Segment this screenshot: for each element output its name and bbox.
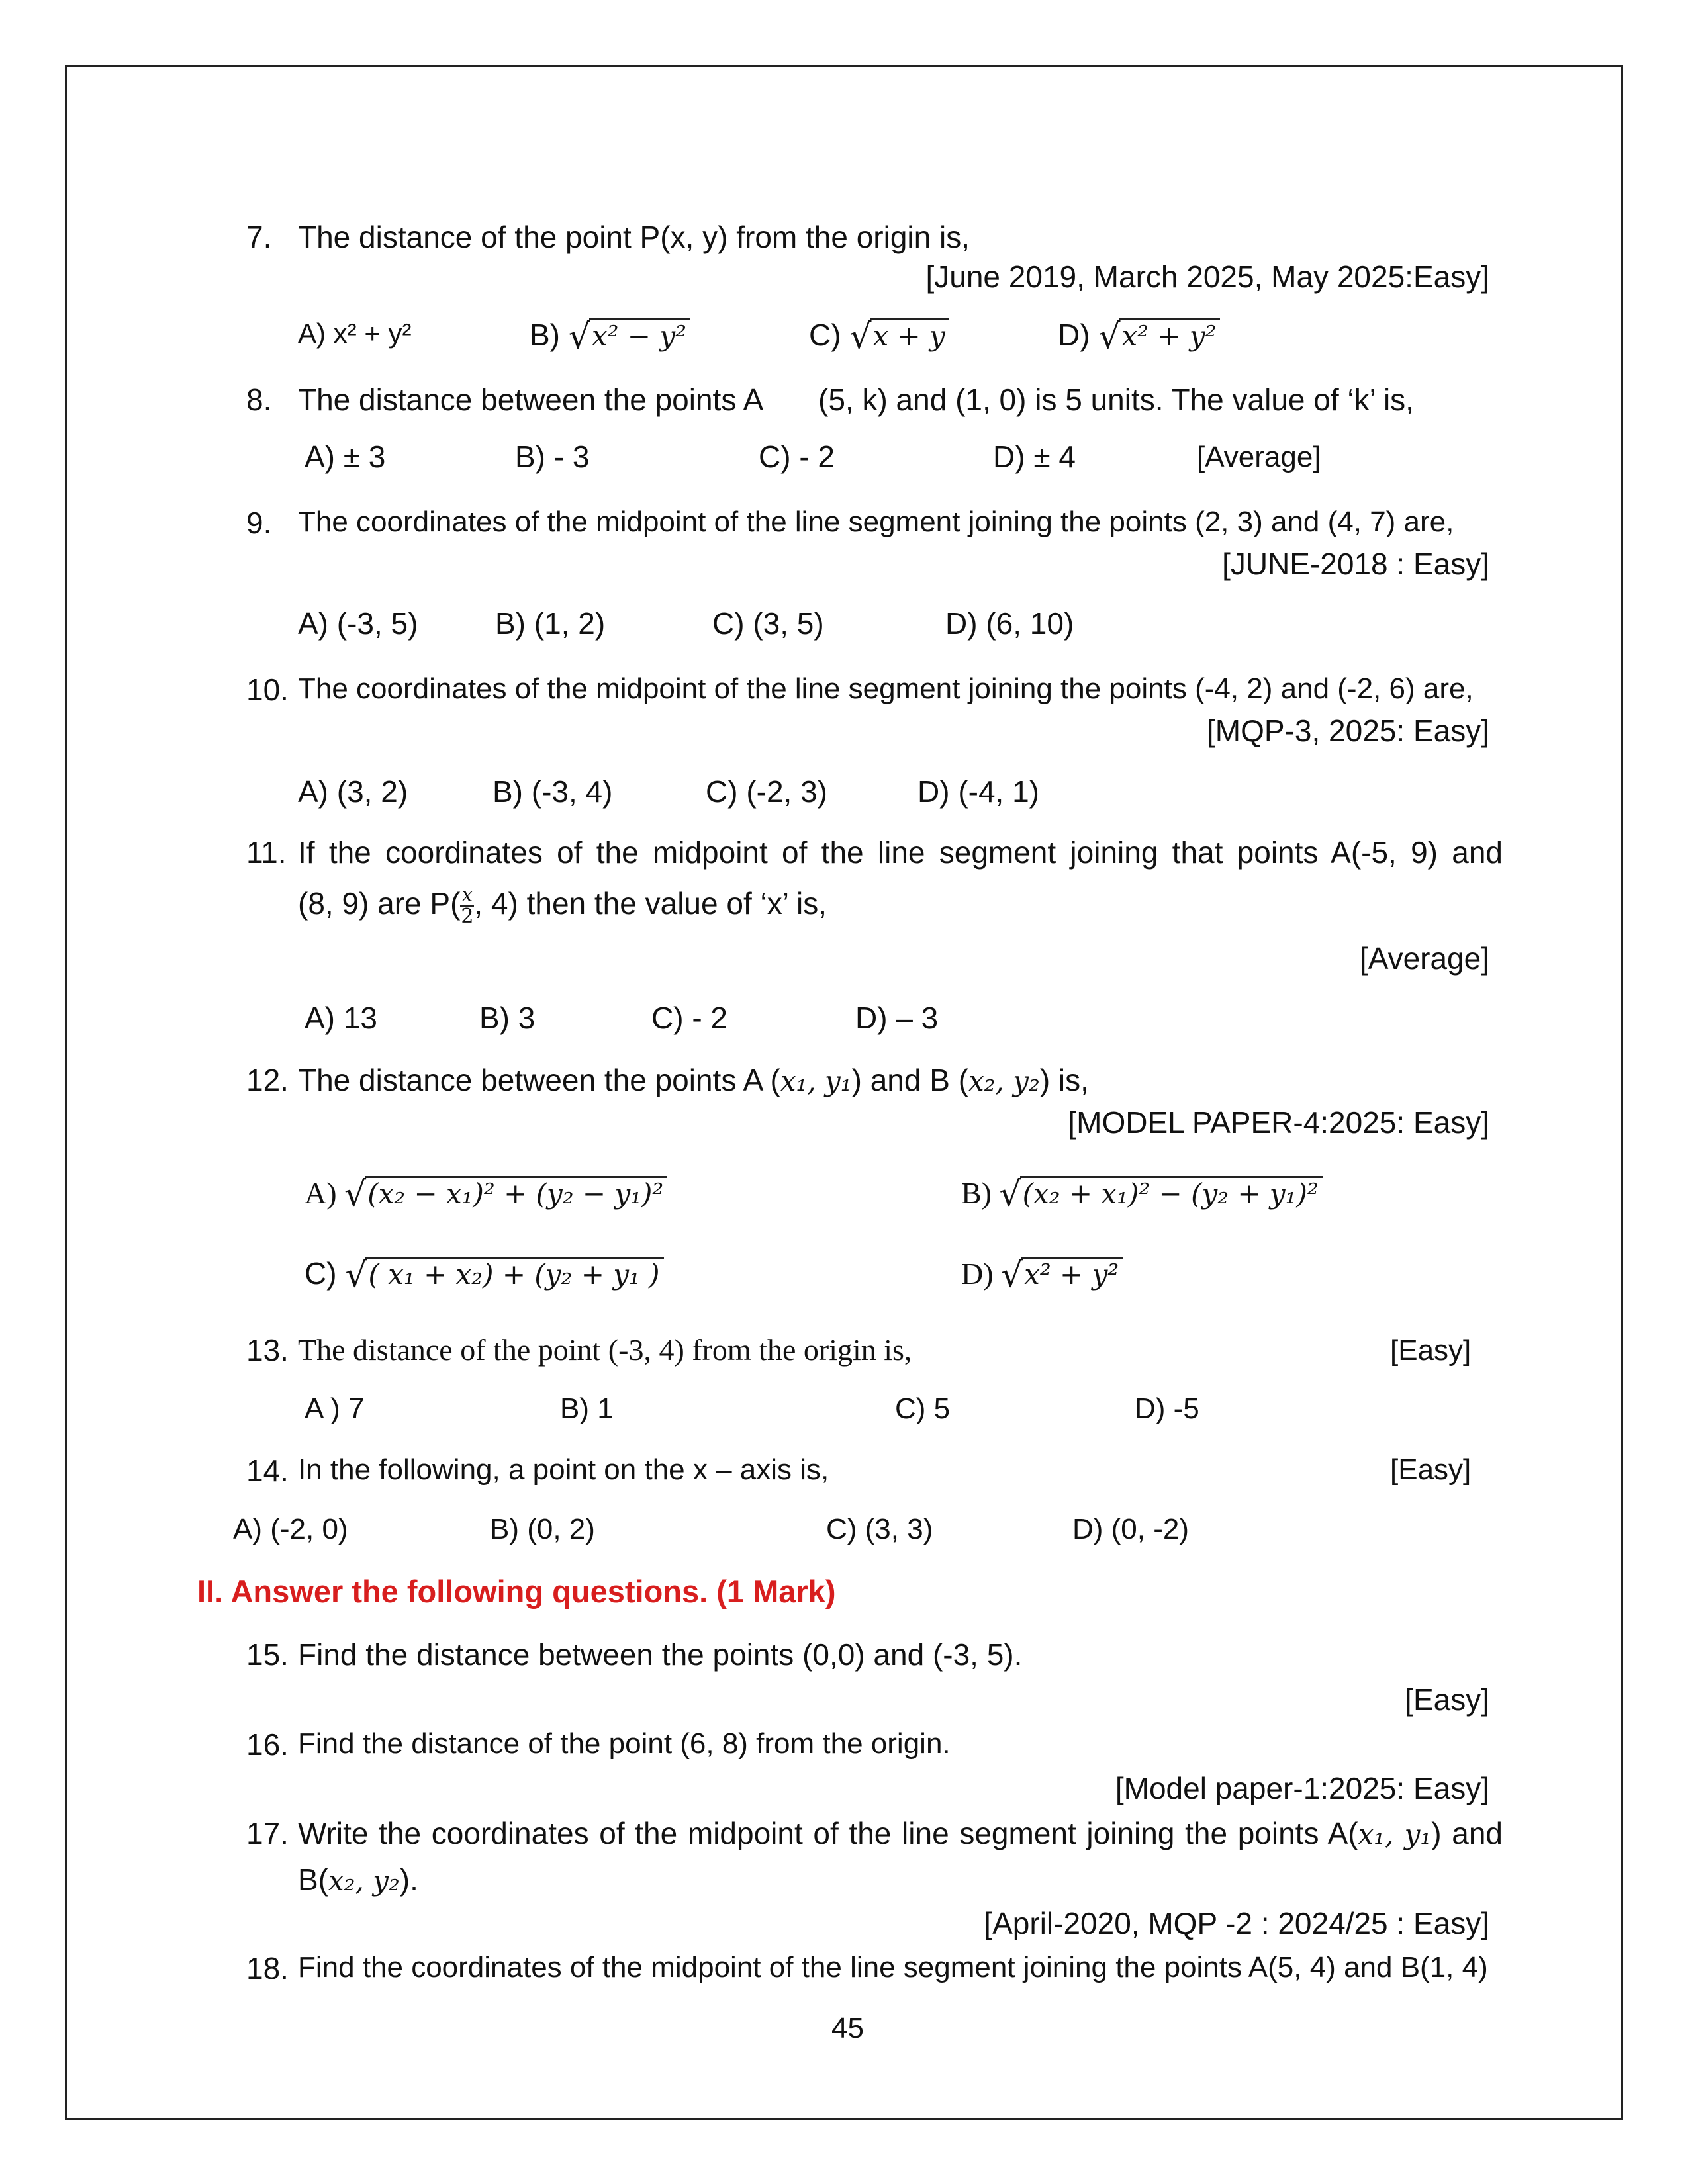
question-text: The distance between the points A <box>298 383 764 417</box>
fraction-denominator: 2 <box>461 905 474 928</box>
option-c: C) 5 <box>895 1392 951 1425</box>
option-c: C) (3, 5) <box>712 606 824 641</box>
option-expression: x + y <box>870 318 949 352</box>
sqrt-icon: √ <box>345 1255 367 1295</box>
question-text: In the following, a point on the x – axis is, <box>298 1453 829 1486</box>
option-a: A) 13 <box>305 1001 377 1035</box>
question-text-part: ). <box>399 1862 418 1897</box>
question-number: 11. <box>246 835 287 870</box>
option-expression: x² + y² <box>1119 318 1220 352</box>
question-number: 7. <box>246 220 272 254</box>
question-text-line2 <box>298 1862 418 1897</box>
question-tag: [MQP-3, 2025: Easy] <box>1207 713 1489 748</box>
question-tag: [Average] <box>1197 441 1321 473</box>
option-label: C) <box>305 1256 337 1291</box>
option-b: B) 3 <box>479 1001 536 1035</box>
question-tag: [June 2019, March 2025, May 2025:Easy] <box>925 259 1489 294</box>
question-tag: [April-2020, MQP -2 : 2024/25 : Easy] <box>984 1906 1489 1940</box>
option-expression: ( x₁ + x₂) + (y₂ + y₁ ) <box>365 1257 663 1291</box>
question-text: The coordinates of the midpoint of the line segment joining the points (-4, 2) and (-2, 6) are, <box>298 672 1474 705</box>
question-text-part: , 4) then the value of ‘x’ is, <box>474 886 827 921</box>
sqrt-icon: √ <box>568 317 590 357</box>
question-text-part: The distance between the points A ( <box>298 1063 780 1097</box>
fraction <box>460 886 474 927</box>
option-expression: x² + y² <box>1021 1257 1123 1291</box>
option-expression: (x₂ − x₁)² + (y₂ − y₁)² <box>365 1176 667 1210</box>
question-number: 12. <box>246 1063 289 1097</box>
sqrt-icon: √ <box>1001 1255 1023 1295</box>
option-b: B) (-3, 4) <box>492 774 613 809</box>
question-text: The distance of the point (-3, 4) from the origin is, <box>298 1333 912 1367</box>
option-b: B) - 3 <box>515 439 590 474</box>
question-text <box>298 1816 1503 1851</box>
question-tag: [Easy] <box>1405 1682 1489 1717</box>
question-number: 17. <box>246 1816 289 1850</box>
question-text-part: ) is, <box>1039 1063 1089 1097</box>
page-number: 45 <box>831 2012 864 2044</box>
section-heading: II. Answer the following questions. (1 Mark) <box>197 1574 836 1609</box>
option-label: A) <box>305 1176 337 1210</box>
option-label: C) <box>809 318 841 352</box>
question-text: The distance of the point P(x, y) from the origin is, <box>298 220 970 254</box>
option-c <box>305 1253 664 1293</box>
option-c: C) - 2 <box>759 439 835 474</box>
option-a: A) (3, 2) <box>298 774 408 809</box>
question-number: 8. <box>246 383 272 417</box>
point-coords: x₂, y₂ <box>328 1864 400 1897</box>
option-label: D) <box>1058 318 1090 352</box>
question-text-continued: (5, k) and (1, 0) is 5 units. The value of ‘k’ is, <box>818 383 1414 417</box>
question-text: Find the distance of the point (6, 8) from the origin. <box>298 1727 951 1760</box>
option-d: D) (6, 10) <box>945 606 1074 641</box>
option-b: B) (1, 2) <box>495 606 606 641</box>
question-number: 14. <box>246 1453 289 1488</box>
question-text <box>298 1063 1089 1098</box>
question-tag: [Model paper-1:2025: Easy] <box>1115 1771 1489 1805</box>
option-label: B) <box>530 318 560 352</box>
question-text-part: B( <box>298 1862 328 1897</box>
option-d: D) (0, -2) <box>1072 1513 1189 1545</box>
sqrt-icon: √ <box>849 317 872 357</box>
option-d: D) -5 <box>1135 1392 1199 1425</box>
option-a: A) (-3, 5) <box>298 606 418 641</box>
point-coords: x₂, y₂ <box>968 1065 1040 1097</box>
question-number: 9. <box>246 506 272 540</box>
sqrt-icon: √ <box>999 1175 1021 1214</box>
question-text: Find the distance between the points (0,0) and (-3, 5). <box>298 1637 1023 1672</box>
question-text-part: Write the coordinates of the midpoint of the line segment joining the points A( <box>298 1816 1358 1850</box>
question-tag: [MODEL PAPER-4:2025: Easy] <box>1068 1105 1489 1140</box>
option-c: C) (3, 3) <box>826 1513 933 1545</box>
option-d <box>1058 315 1220 355</box>
option-b: B) 1 <box>560 1392 614 1425</box>
option-d: D) ± 4 <box>993 439 1076 474</box>
question-text-line2 <box>298 886 827 927</box>
option-a: A) ± 3 <box>305 439 386 474</box>
option-d: D) (-4, 1) <box>917 774 1039 809</box>
question-number: 16. <box>246 1727 289 1762</box>
question-text-part: ) and <box>1431 1816 1503 1850</box>
question-number: 18. <box>246 1951 289 1985</box>
question-text: The coordinates of the midpoint of the line segment joining the points (2, 3) and (4, 7) are, <box>298 506 1454 538</box>
option-d <box>961 1253 1123 1293</box>
option-a <box>305 1173 667 1212</box>
option-a: A) (-2, 0) <box>233 1513 348 1545</box>
sqrt-icon: √ <box>344 1175 367 1214</box>
question-text-part: ) and B ( <box>851 1063 969 1097</box>
sqrt-icon: √ <box>1098 317 1121 357</box>
point-coords: x₁, y₁ <box>780 1065 852 1097</box>
question-text: If the coordinates of the midpoint of the line segment joining that points A(-5, 9) and <box>298 835 1503 870</box>
point-coords: x₁, y₁ <box>1358 1818 1432 1850</box>
option-b: B) (0, 2) <box>490 1513 595 1545</box>
question-number: 13. <box>246 1333 289 1367</box>
option-expression: (x₂ + x₁)² − (y₂ + y₁)² <box>1020 1176 1323 1210</box>
option-label: D) <box>961 1257 994 1291</box>
question-tag: [Average] <box>1359 941 1489 976</box>
question-number: 15. <box>246 1637 289 1672</box>
option-d: D) – 3 <box>855 1001 939 1035</box>
option-b <box>961 1173 1323 1212</box>
option-a: A ) 7 <box>305 1392 365 1425</box>
option-c: C) - 2 <box>651 1001 727 1035</box>
question-tag: [Easy] <box>1390 1453 1472 1486</box>
option-expression: x² − y² <box>589 318 690 352</box>
option-label: B) <box>961 1176 992 1210</box>
fraction-numerator: x <box>461 884 473 907</box>
option-c: C) (-2, 3) <box>706 774 827 809</box>
question-text: Find the coordinates of the midpoint of the line segment joining the points A(5, 4) and B(1, 4) <box>298 1951 1488 1983</box>
option-a: A) x² + y² <box>298 318 412 349</box>
question-tag: [JUNE-2018 : Easy] <box>1222 547 1489 581</box>
option-b <box>530 315 690 355</box>
option-c <box>809 315 949 355</box>
question-number: 10. <box>246 672 289 707</box>
question-tag: [Easy] <box>1390 1334 1472 1367</box>
question-text-part: (8, 9) are P( <box>298 886 461 921</box>
